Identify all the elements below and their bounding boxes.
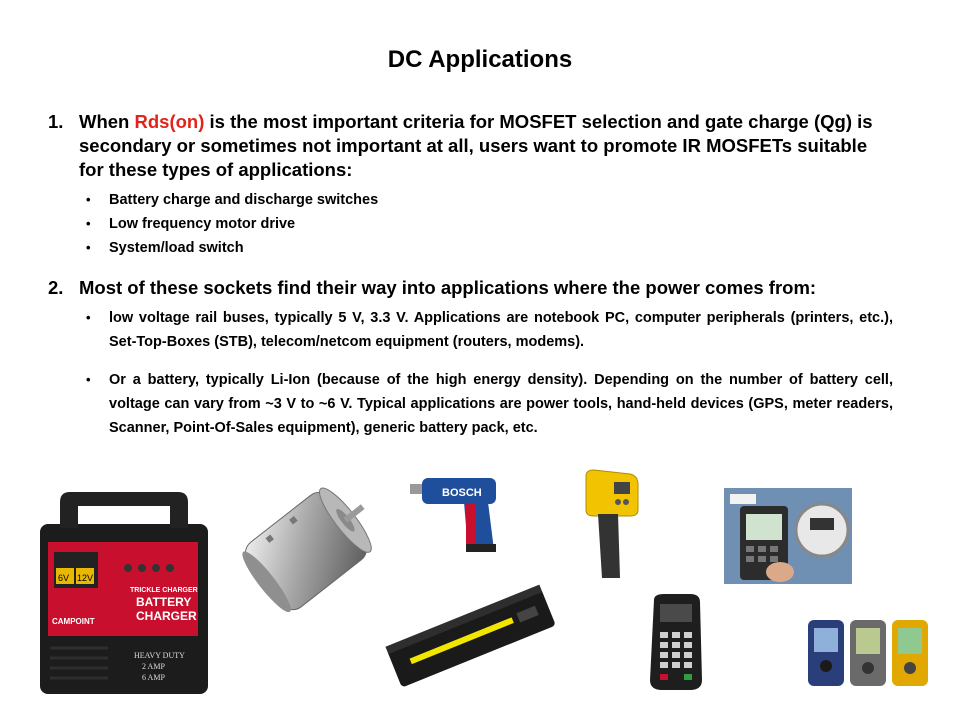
charger-heavy-duty-label: HEAVY DUTY <box>134 651 185 660</box>
point-1-bullets <box>48 188 893 260</box>
meter-reader-image <box>724 488 852 584</box>
point-2 <box>48 276 893 300</box>
battery-charger-image <box>38 488 210 696</box>
charger-brand-label: CAMPOINT <box>52 617 95 626</box>
drill-brand-label: BOSCH <box>442 487 482 499</box>
point-number: 1. <box>48 111 64 132</box>
screwdriver-image <box>406 474 506 556</box>
point-text-end: is the most important criteria for MOSFET selection and gate charge (Qg) is secondary or sometimes not important at all, users want to promote IR MOSFETs suitable for these types of applications: <box>79 111 873 180</box>
charger-12v-label: 12V <box>77 573 94 583</box>
point-text <box>79 110 893 182</box>
bullet-item: • Low frequency motor drive <box>79 212 893 236</box>
ir-thermometer-image <box>580 466 642 584</box>
rds-on-highlight: Rds(on) <box>134 111 205 132</box>
point-2-bullets <box>48 306 893 440</box>
bullet-item: • low voltage rail buses, typically 5 V, 3.3 V. Applications are notebook PC, computer peripherals (printers, etc.), Set-Top-Boxes (STB), telecom/netcom equipment (routers, modems). <box>79 306 893 354</box>
dc-motor-image <box>232 482 380 620</box>
charger-battery-label: BATTERY <box>136 595 192 609</box>
point-number: 2. <box>48 277 64 298</box>
charger-6v-label: 6V <box>58 573 70 583</box>
charger-6amp-label: 6 AMP <box>142 673 165 682</box>
gps-devices-image <box>804 618 934 690</box>
point-text: Most of these sockets find their way into applications where the power comes from: <box>79 277 817 298</box>
laptop-battery-image <box>380 584 562 690</box>
bullet-item: • Or a battery, typically Li-Ion (because of the high energy density). Depending on the number of battery cell, voltage can vary from ~3 V to ~6 V. Typical applications are power tools, hand-held devices (GPS, meter readers, Scanner, Point-Of-Sales equipment), generic battery pack, etc. <box>79 368 893 440</box>
point-text-start: When <box>79 111 135 132</box>
charger-trickle-label: TRICKLE CHARGER <box>130 587 198 594</box>
point-1 <box>48 110 893 182</box>
bullet-item: • Battery charge and discharge switches <box>79 188 893 212</box>
charger-charger-label: CHARGER <box>136 609 197 623</box>
charger-2amp-label: 2 AMP <box>142 662 165 671</box>
bullet-item: • System/load switch <box>79 236 893 260</box>
pos-terminal-image <box>646 592 706 692</box>
slide-title: DC Applications <box>387 46 573 73</box>
slide-content <box>48 110 893 454</box>
